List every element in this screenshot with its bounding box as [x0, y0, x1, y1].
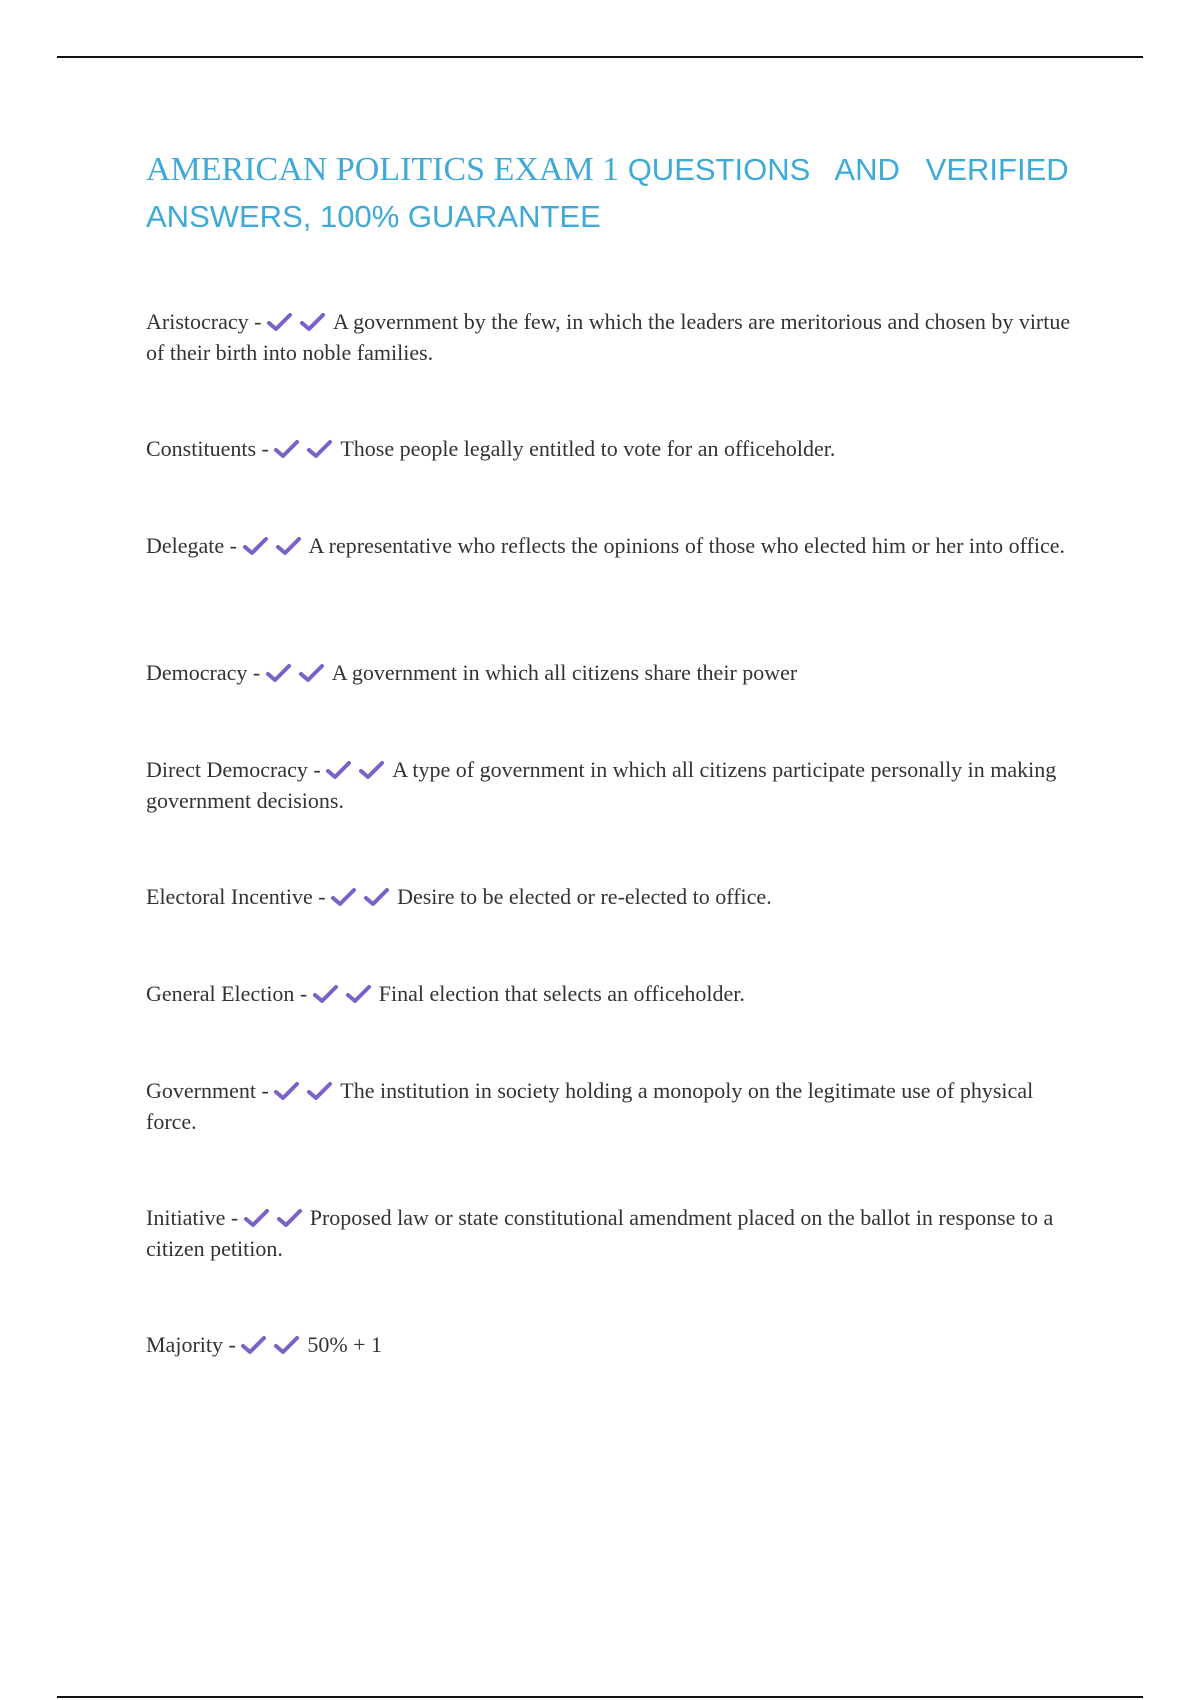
title-line1-sans: QUESTIONS AND VERIFIED	[627, 152, 1069, 187]
checkmark-icon	[267, 312, 292, 332]
checkmark-icon	[274, 1081, 299, 1101]
checkmark-icon	[331, 887, 356, 907]
checkmark-icon	[244, 1208, 269, 1228]
entry-term: Constituents -	[146, 436, 269, 461]
checkmark-icon	[276, 536, 301, 556]
entry-term: Majority -	[146, 1332, 236, 1357]
checkmark-icon	[346, 984, 371, 1004]
checkmark-icon	[299, 663, 324, 683]
entry-definition: A representative who reflects the opinions of those who elected him or her into office.	[308, 533, 1066, 558]
entry-term: Initiative -	[146, 1205, 239, 1230]
entry-definition: A government in which all citizens share their power	[331, 660, 798, 685]
entry-democracy	[146, 657, 1086, 688]
checkmark-icon	[307, 439, 332, 459]
checkmark-icon	[274, 439, 299, 459]
entry-term: Delegate -	[146, 533, 237, 558]
title-line1-serif: AMERICAN POLITICS EXAM 1	[146, 151, 620, 188]
checkmark-icon	[243, 536, 268, 556]
checkmark-icon	[266, 663, 291, 683]
entry-direct-democracy	[146, 754, 1086, 816]
entry-term: Aristocracy -	[146, 309, 262, 334]
entry-delegate	[146, 530, 1086, 561]
checkmark-icon	[359, 760, 384, 780]
checkmark-icon	[313, 984, 338, 1004]
entry-definition: The institution in society holding a monopoly on the legitimate use of physical force.	[146, 1078, 1034, 1134]
entry-definition: A type of government in which all citizens participate personally in making government decisions.	[146, 757, 1057, 813]
checkmark-icon	[241, 1335, 266, 1355]
entry-term: General Election -	[146, 981, 308, 1006]
document-title	[146, 146, 1106, 240]
checkmark-icon	[364, 887, 389, 907]
entry-definition: Desire to be elected or re-elected to office.	[397, 884, 772, 909]
header-divider	[57, 56, 1143, 58]
entry-definition: Those people legally entitled to vote for an officeholder.	[340, 436, 836, 461]
checkmark-icon	[326, 760, 351, 780]
entry-majority	[146, 1329, 1086, 1360]
checkmark-icon	[300, 312, 325, 332]
entry-term: Democracy -	[146, 660, 261, 685]
footer-divider	[57, 1696, 1143, 1698]
title-line2: ANSWERS, 100% GUARANTEE	[146, 199, 601, 234]
entry-term: Electoral Incentive -	[146, 884, 326, 909]
entry-definition: 50% + 1	[307, 1332, 383, 1357]
checkmark-icon	[277, 1208, 302, 1228]
entry-aristocracy	[146, 306, 1086, 368]
checkmark-icon	[274, 1335, 299, 1355]
entry-definition: A government by the few, in which the leaders are meritorious and chosen by virtue of their birth into noble families.	[146, 309, 1071, 365]
entry-initiative	[146, 1202, 1086, 1264]
entry-definition: Final election that selects an officeholder.	[378, 981, 745, 1006]
entry-general-election	[146, 978, 1086, 1009]
entry-term: Direct Democracy -	[146, 757, 321, 782]
entry-government	[146, 1075, 1086, 1137]
entry-constituents	[146, 433, 1086, 464]
checkmark-icon	[307, 1081, 332, 1101]
entry-definition: Proposed law or state constitutional amendment placed on the ballot in response to a citizen petition.	[146, 1205, 1054, 1261]
entry-term: Government -	[146, 1078, 269, 1103]
entry-electoral-incentive	[146, 881, 1086, 912]
